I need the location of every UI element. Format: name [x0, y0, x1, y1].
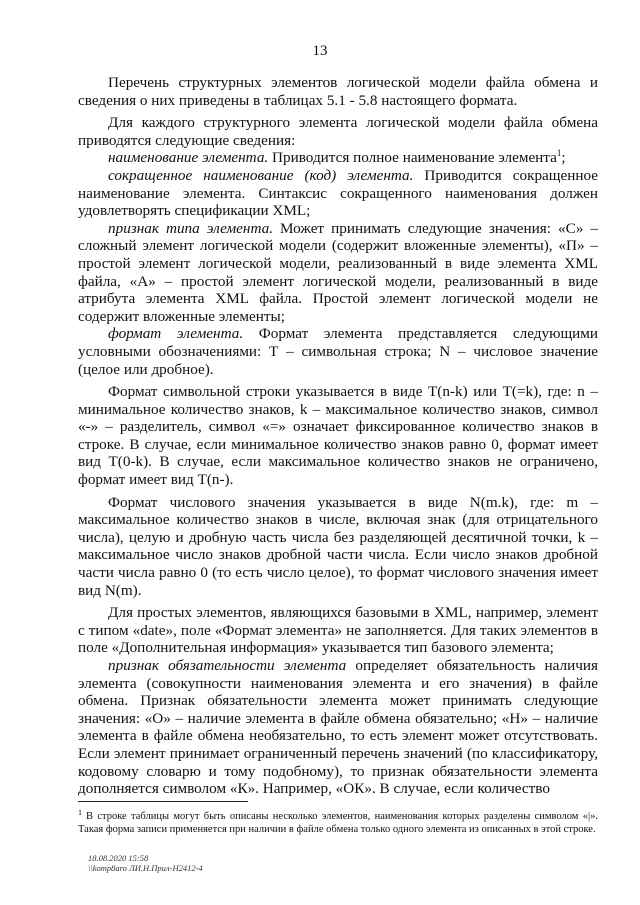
paragraph-element-format — [78, 325, 598, 378]
term-mandatory-flag: признак обязательности элемента — [108, 657, 347, 674]
footnote-number: 1 — [78, 807, 82, 817]
page-number: 13 — [312, 43, 328, 59]
term-element-type: признак типа элемента. — [108, 219, 273, 237]
element-name-description: Приводится полное наименование элемента — [268, 149, 557, 167]
footnote-reference: 1 — [556, 148, 562, 159]
term-short-name: сокращенное наименование (код) элемента. — [108, 166, 414, 184]
paragraph-base-elements: Для простых элементов, являющихся базовыми в XML, например, элемент с типом «date», поле «Формат элемента» не заполняется. Для таких элементов в поле «Дополнительная информация» указывается тип базового элемента; — [78, 604, 598, 657]
paragraph-string-format: Формат символьной строки указывается в виде Т(n-k) или Т(=k), где: n – минимальное количество знаков, k – максимальное количество знаков, символ «-» – разделитель, символ «=» означает фиксированное количество знаков в строке. В случае, если минимальное количество знаков равно 0, формат имеет вид Т(0-k). В случае, если максимальное количество знаков не ограничено, формат имеет вид Т(n-). — [78, 383, 598, 489]
print-stamp — [88, 853, 203, 873]
paragraph-intro: Перечень структурных элементов логической модели файла обмена и сведения о них приведены в таблицах 5.1 - 5.8 настоящего формата. — [78, 74, 598, 109]
short-name-description: Приводится сокращенное наименование элемента. Синтаксис сокращенного наименования должен удовлетворять спецификации XML; — [78, 166, 598, 220]
paragraph-info-list: Для каждого структурного элемента логической модели файла обмена приводятся следующие сведения: — [78, 114, 598, 149]
footnote-divider — [78, 801, 248, 802]
paragraph-element-type — [78, 220, 598, 326]
print-stamp-date: 18.08.2020 15:58 — [88, 853, 149, 863]
element-name-end: ; — [561, 149, 566, 167]
paragraph-mandatory-flag — [78, 657, 598, 798]
paragraph-number-format: Формат числового значения указывается в виде N(m.k), где: m – максимальное количество знаков в числе, включая знак (для отрицательного числа), целую и дробную часть числа без разделяющей десятичной точки, k – максимальное число знаков дробной части числа. Если число знаков дробной части числа равно 0 (то есть число целое), то формат числового значения имеет вид N(m). — [78, 493, 598, 599]
element-type-description: Может принимать следующие значения: «С» – сложный элемент логической модели (содержит вложенные элементы), «П» – простой элемент логической модели, реализованный в виде элемента XML файла, «А» – простой элемент логической модели, реализованный в виде атрибута элемента XML файла. Простой элемент логической модели не содержит вложенные элементы; — [78, 219, 598, 325]
print-stamp-path: \\komp8aro ЛИ.Н.Прил-Н2412-4 — [88, 863, 203, 873]
term-element-format: формат элемента. — [108, 325, 244, 343]
mandatory-flag-description: определяет обязательность наличия элемента (совокупности наименования элемента и его значения) в файле обмена. Признак обязательности элемента может принимать следующие значения: «О» – наличие элемента в файле обмена обязательно; «Н» – наличие элемента в файле обмена необязательно, то есть элемент может отсутствовать. Если элемент принимает ограниченный перечень значений (по классификатору, кодовому словарю и тому подобному), то признак обязательности элемента дополняется символом «К». Например, «ОК». В случае, если количество — [78, 657, 598, 798]
term-element-name: наименование элемента. — [108, 149, 269, 167]
body-text — [78, 74, 598, 798]
footnote — [78, 807, 598, 836]
element-format-description: Формат элемента представляется следующими условными обозначениями: Т – символьная строка; N – числовое значение (целое или дробное). — [78, 325, 598, 378]
footnote-text: В строке таблицы могут быть описаны несколько элементов, наименования которых разделены символом «|». Такая форма записи применяется при наличии в файле обмена только одного элемента из описанных в этой строке. — [78, 811, 598, 835]
paragraph-short-name — [78, 167, 598, 220]
paragraph-element-name — [78, 149, 598, 167]
